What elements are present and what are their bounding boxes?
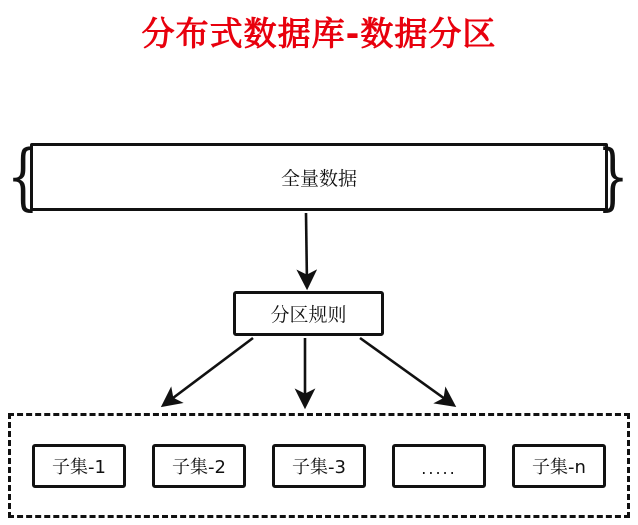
arrow-full-to-rule — [306, 213, 307, 285]
subset-box-2 — [152, 444, 246, 488]
arrow-rule-to-subset-1 — [165, 338, 253, 404]
right-brace: } — [597, 134, 630, 218]
full-data-label: 全量数据 — [280, 167, 357, 190]
page-title: 分布式数据库-数据分区 — [141, 14, 497, 53]
subset-label-1: 子集-1 — [52, 456, 106, 478]
subset-box-ellipsis — [392, 444, 486, 488]
subset-box-n — [512, 444, 606, 488]
subset-box-1 — [32, 444, 126, 488]
subset-row — [8, 413, 630, 518]
subset-label-2: 子集-2 — [172, 456, 226, 478]
partition-rule-box — [233, 291, 384, 336]
left-brace: { — [6, 134, 39, 218]
full-data-box — [30, 143, 608, 211]
arrow-rule-to-subset-n — [360, 338, 452, 404]
partition-rule-label: 分区规则 — [270, 304, 347, 326]
subset-label-3: 子集-3 — [292, 456, 346, 478]
subset-label-n: 子集-n — [532, 456, 586, 478]
subset-label-ellipsis: ..... — [421, 459, 457, 478]
subset-box-3 — [272, 444, 366, 488]
